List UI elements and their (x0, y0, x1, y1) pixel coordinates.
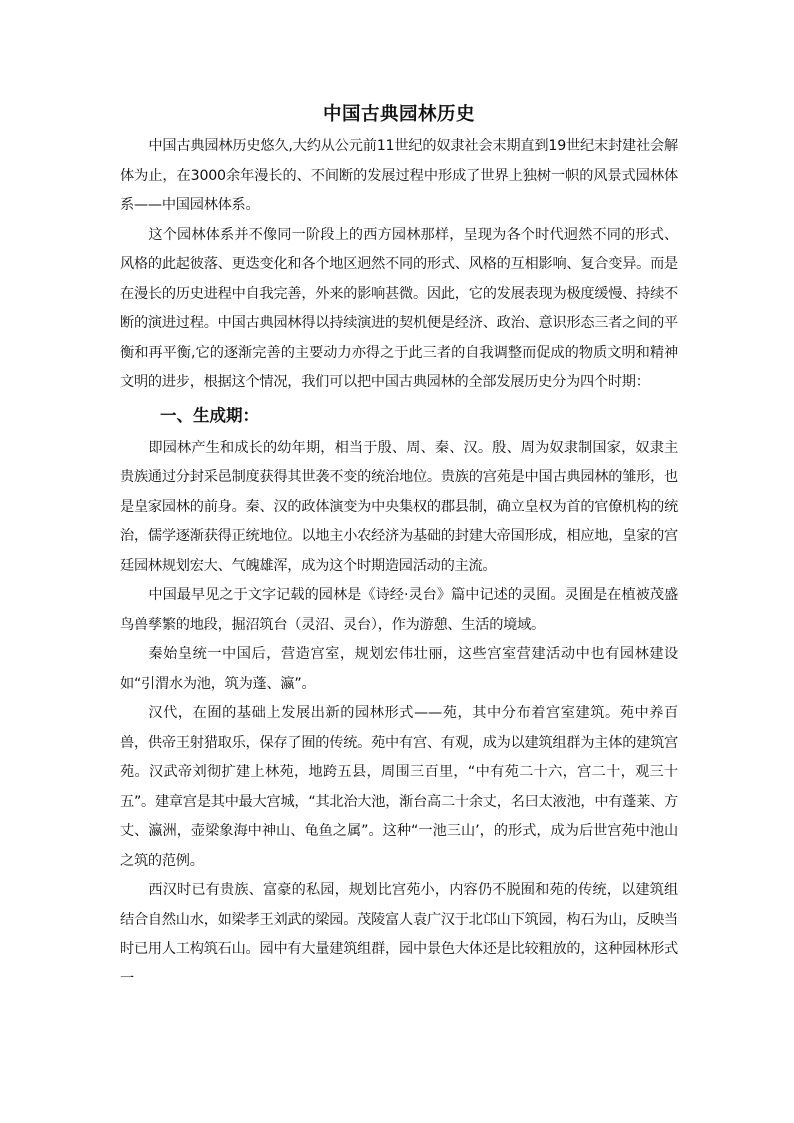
intro-paragraph-1: 中国古典园林历史悠久,大约从公元前11世纪的奴隶社会末期直到19世纪末封建社会解体为止，在3000余年漫长的、不间断的发展过程中形成了世界上独树一帜的风景式园林体系——中国园林体系。 (120, 138, 678, 213)
section-paragraph-3: 秦始皇统一中国后，营造宫室，规划宏伟壮丽，这些宫室营建活动中也有园林建设如“引渭水为池，筑为蓬、瀛”。 (120, 646, 678, 692)
section-heading: 一、生成期： (160, 405, 259, 425)
document-title: 中国古典园林历史 (322, 104, 475, 125)
section-paragraph-2: 中国最早见之于文字记载的园林是《诗经·灵台》篇中记述的灵囿。灵囿是在植被茂盛鸟兽孳繁的地段，掘沼筑台（灵沼、灵台），作为游憩、生活的境域。 (120, 587, 678, 633)
section-paragraph-5: 西汉时已有贵族、富豪的私园，规划比宫苑小，内容仍不脱囿和苑的传统，以建筑组结合自然山水，如梁孝王刘武的梁园。茂陵富人袁广汉于北邙山下筑园，构石为山，反映当时已用人工构筑石山。园中有大量建筑组群，园中景色大体还是比较粗放的，这种园林形式一 (120, 882, 678, 987)
intro-paragraph-2: 这个园林体系并不像同一阶段上的西方园林那样，呈现为各个时代迥然不同的形式、风格的此起彼落、更迭变化和各个地区迥然不同的形式、风格的互相影响、复合变异。而是在漫长的历史进程中自我完善，外来的影响甚微。因此，它的发展表现为极度缓慢、持续不断的演进过程。中国古典园林得以持续演进的契机便是经济、政治、意识形态三者之间的平衡和再平衡,它的逐渐完善的主要动力亦得之于此三者的自我调整而促成的物质文明和精神文明的进步，根据这个情况，我们可以把中国古典园林的全部发展历史分为四个时期： (120, 226, 678, 390)
section-paragraph-4: 汉代，在囿的基础上发展出新的园林形式——苑，其中分布着宫室建筑。苑中养百兽，供帝王射猎取乐，保存了囿的传统。苑中有宫、有观，成为以建筑组群为主体的建筑宫苑。汉武帝刘彻扩建上林苑，地跨五县，周围三百里，“中有苑二十六，宫二十，观三十五”。建章宫是其中最大宫城，“其北治大池，渐台高二十余丈，名曰太液池，中有蓬莱、方丈、瀛洲，壶梁象海中神山、龟鱼之属”。这种“一池三山’，的形式，成为后世宫苑中池山之筑的范例。 (120, 705, 678, 869)
section-paragraph-1: 即园林产生和成长的幼年期，相当于殷、周、秦、汉。殷、周为奴隶制国家，奴隶主贵族通过分封采邑制度获得其世袭不变的统治地位。贵族的宫苑是中国古典园林的雏形，也是皇家园林的前身。秦、汉的政体演变为中央集权的郡县制，确立皇权为首的官僚机构的统治，儒学逐渐获得正统地位。以地主小农经济为基础的封建大帝国形成，相应地，皇家的宫廷园林规划宏大、气魄雄浑，成为这个时期造园活动的主流。 (120, 439, 678, 574)
document-body (120, 98, 678, 994)
